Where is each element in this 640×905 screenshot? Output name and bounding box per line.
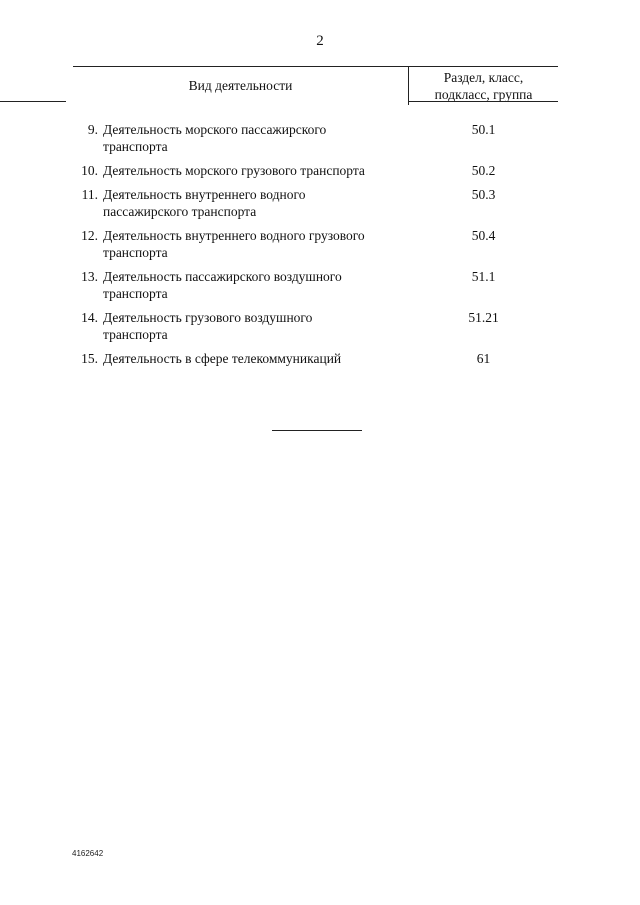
row-activity: [103, 350, 393, 367]
row-activity-line2: транспорта: [103, 327, 168, 342]
header-code: [409, 67, 558, 105]
row-code: 50.2: [471, 163, 496, 178]
header-code-line1: Раздел, класс,: [443, 70, 524, 85]
row-activity-line2: транспорта: [103, 286, 168, 301]
row-activity-line2: пассажирского транспорта: [103, 204, 257, 219]
row-code: 51.21: [468, 310, 499, 325]
row-activity-line2: транспорта: [103, 139, 168, 154]
table-row: [73, 162, 558, 179]
row-activity: [103, 121, 393, 155]
row-activity: [103, 309, 393, 343]
table-row: [73, 350, 558, 367]
row-number: 13.: [81, 269, 98, 284]
row-activity: [103, 227, 393, 261]
row-activity: [103, 186, 393, 220]
row-activity-line1: Деятельность внутреннего водного грузового: [103, 228, 365, 243]
header-code-line2: подкласс, группа: [434, 87, 533, 102]
row-activity-line1: Деятельность пассажирского воздушного: [103, 269, 342, 284]
row-number: 11.: [81, 187, 98, 202]
row-number: 9.: [87, 122, 98, 137]
header-activity: Вид деятельности: [73, 67, 409, 105]
row-code: 51.1: [471, 269, 496, 284]
table-row: [73, 268, 558, 302]
row-number: 10.: [81, 163, 98, 178]
page-number: 2: [316, 33, 324, 49]
header-divider-right: [409, 101, 558, 102]
header-divider-left: [0, 101, 66, 102]
row-activity-line1: Деятельность в сфере телекоммуникаций: [103, 351, 342, 366]
row-activity-line1: Деятельность внутреннего водного: [103, 187, 306, 202]
header-row: [73, 66, 558, 105]
table-row: [73, 227, 558, 261]
row-activity-line1: Деятельность морского грузового транспорта: [103, 163, 365, 178]
table-row: [73, 309, 558, 343]
table-row: [73, 121, 558, 155]
row-number: 12.: [81, 228, 98, 243]
row-activity-line1: Деятельность грузового воздушного: [103, 310, 313, 325]
row-activity-line1: Деятельность морского пассажирского: [103, 122, 327, 137]
row-activity-line2: транспорта: [103, 245, 168, 260]
document-id: 4162642: [72, 849, 104, 858]
row-code: 50.4: [471, 228, 496, 243]
table-header: [73, 66, 558, 105]
table-row: [73, 186, 558, 220]
row-activity: [103, 268, 393, 302]
table-body: [73, 121, 558, 367]
row-activity: [103, 162, 393, 179]
row-number: 15.: [81, 351, 98, 366]
end-divider: [272, 430, 362, 431]
row-code: 50.3: [471, 187, 496, 202]
row-number: 14.: [81, 310, 98, 325]
row-code: 61: [476, 351, 491, 366]
row-code: 50.1: [471, 122, 496, 137]
